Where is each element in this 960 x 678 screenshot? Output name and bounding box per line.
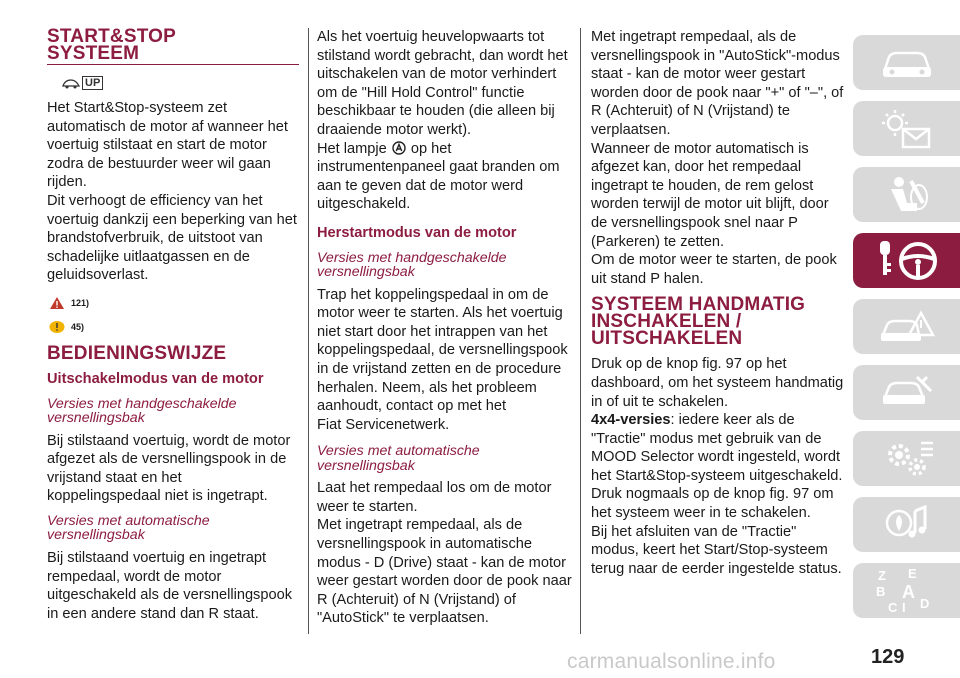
auto-gearbox-heading: Versies met automatische versnellingsbak <box>47 512 210 544</box>
tab-safety[interactable] <box>853 167 960 222</box>
startstop-title-block <box>47 28 299 65</box>
manual-gearbox-heading-2: Versies met handgeschakelde versnellingsbak <box>317 249 507 281</box>
index-letter: D <box>919 595 929 611</box>
manual-toggle-title: SYSTEEM HANDMATIG INSCHAKELEN / UITSCHAKELEN <box>591 294 806 350</box>
index-letter: B <box>875 583 885 599</box>
4x4-paragraph: 4x4-versies: iedere keer als de "Tractie" modus met gebruik van de MOOD Selector wordt ingesteld, wordt het Start&Stop-systeem uitgeschakeld. <box>591 412 843 484</box>
warning-lights-icon <box>877 107 937 151</box>
page-title: START&STOP SYSTEEM <box>47 26 177 64</box>
tab-starting-driving[interactable] <box>853 233 960 288</box>
restart-p-paragraph: Om de motor weer te starten, de pook uit stand P halen. <box>591 252 837 287</box>
startstop-logo: UP <box>62 73 299 93</box>
column-2 <box>317 28 573 628</box>
maintenance-icon <box>877 371 937 415</box>
service-network-text: Fiat Servicenetwerk. <box>317 416 450 433</box>
seat-safety-icon <box>877 173 937 217</box>
restart-mode-title: Herstartmodus van de motor <box>317 224 517 241</box>
warning-triangle-icon <box>49 296 65 310</box>
watermark: carmanualsonline.info <box>567 650 776 673</box>
column-divider-1 <box>308 28 309 634</box>
caution-oval-icon <box>49 320 65 334</box>
hill-hold-paragraph: Als het voertuig heuvelopwaarts tot stilstand wordt gebracht, dan wordt het uitschakelen van de motor verhindert om de "Hill Hold Control" functie beschikbaar te houden (die alleen bij draaiende motor werkt). <box>317 29 568 138</box>
tab-technical-data[interactable] <box>853 431 960 486</box>
button-paragraph: Druk op de knop fig. 97 op het dashboard, om het systeem handmatig in of uit te schakelen. <box>591 356 844 410</box>
tab-index[interactable] <box>853 563 960 618</box>
multimedia-icon <box>877 501 937 549</box>
reactivate-paragraph: Druk nogmaals op de knop fig. 97 om het systeem weer in te schakelen. <box>591 486 834 522</box>
auto-restart-text-2: Met ingetrapt rempedaal, als de versnellingspook in automatische modus - D (Drive) staat - kan de motor weer gestart worden door de pook naar R (Achteruit) of N (Vrijstand) of "AutoStick" te verplaatsen. <box>317 517 572 627</box>
section-title-bedieningswijze: BEDIENINGSWIJZE <box>47 342 227 364</box>
tab-emergency[interactable] <box>853 299 960 354</box>
manual-gearbox-text: Bij stilstaand voertuig, wordt de motor afgezet als de versnellingspook in de vrijstand staat en het koppelingspedaal niet is ingetrapt. <box>47 432 291 505</box>
brake-release-paragraph: Wanneer de motor automatisch is afgezet kan, door het rempedaal ingetrapt te houden, de rem gelost worden terwijl de motor uit blijft, door de versnellingspook snel naar P (Parkeren) te zetten. <box>591 140 829 250</box>
traction-exit-paragraph: Bij het afsluiten van de "Tractie" modus, keert het Start/Stop-systeem terug naar de eerder ingestelde status. <box>591 523 842 577</box>
intro-paragraph-2: Dit verhoogt de efficiency van het voertuig dankzij een beperking van het brandstofverbruik, de uitstoot van schadelijke uitlaatgassen en de geluidsoverlast. <box>47 192 297 284</box>
subsection-title-uitschakelmodus: Uitschakelmodus van de motor <box>47 370 264 387</box>
specs-gears-icon <box>877 435 937 483</box>
start-stop-indicator-icon <box>391 141 407 155</box>
index-letter: I <box>901 599 906 615</box>
4x4-label: 4x4-versies <box>591 412 671 429</box>
tab-dashboard[interactable] <box>853 35 960 90</box>
tab-multimedia[interactable] <box>853 497 960 552</box>
index-letters-icon <box>872 566 942 616</box>
manual-restart-text: Trap het koppelingspedaal in om de motor weer te starten. Als het voertuig niet start door het intrappen van het koppelingspedaal, de versnellingspook in de vrijstand zetten en de procedure herhalen. Neem, als het probleem aanhoudt, contact op met het <box>317 286 568 415</box>
breakdown-icon <box>877 305 937 349</box>
index-letter: C <box>887 599 897 615</box>
key-steering-icon <box>872 237 942 285</box>
indicator-paragraph: Het lampje op het instrumentenpaneel gaat branden om aan te geven dat de motor werd uitgeschakeld. <box>317 140 560 213</box>
index-letter: A <box>901 581 915 602</box>
column-1 <box>47 28 299 623</box>
column-divider-2 <box>580 28 581 634</box>
warning-ref-2: 45) <box>49 317 299 337</box>
warning-ref-1: 121) <box>49 293 299 313</box>
car-dashboard-icon <box>877 43 937 83</box>
chapter-tabs <box>853 35 960 629</box>
intro-paragraph-1: Het Start&Stop-systeem zet automatisch de motor af wanneer het voertuig stilstaat en start de motor zodra de bestuurder weer wil gaan rijden. <box>47 100 288 191</box>
autostick-paragraph: Met ingetrapt rempedaal, als de versnellingspook in "AutoStick"-modus staat - kan de motor weer gestart worden door de pook naar "+" of "–", of R (Achteruit) of N (Vrijstand) te verplaatsen. <box>591 29 844 138</box>
auto-restart-text-1: Laat het rempedaal los om de motor weer te starten. <box>317 480 552 515</box>
index-letter: E <box>907 565 917 581</box>
tab-warning-lights[interactable] <box>853 101 960 156</box>
car-logo-icon <box>62 76 80 90</box>
auto-gearbox-heading-2: Versies met automatische versnellingsbak <box>317 443 480 474</box>
manual-gearbox-heading: Versies met handgeschakelde versnellingsbak <box>47 395 237 427</box>
auto-gearbox-text: Bij stilstaand voertuig en ingetrapt rempedaal, wordt de motor uitgeschakeld als de versnellingspook in een andere stand dan R staat. <box>47 549 293 622</box>
tab-maintenance[interactable] <box>853 365 960 420</box>
column-3 <box>591 28 845 578</box>
page-number: 129 <box>871 646 905 668</box>
index-letter: Z <box>877 567 886 583</box>
